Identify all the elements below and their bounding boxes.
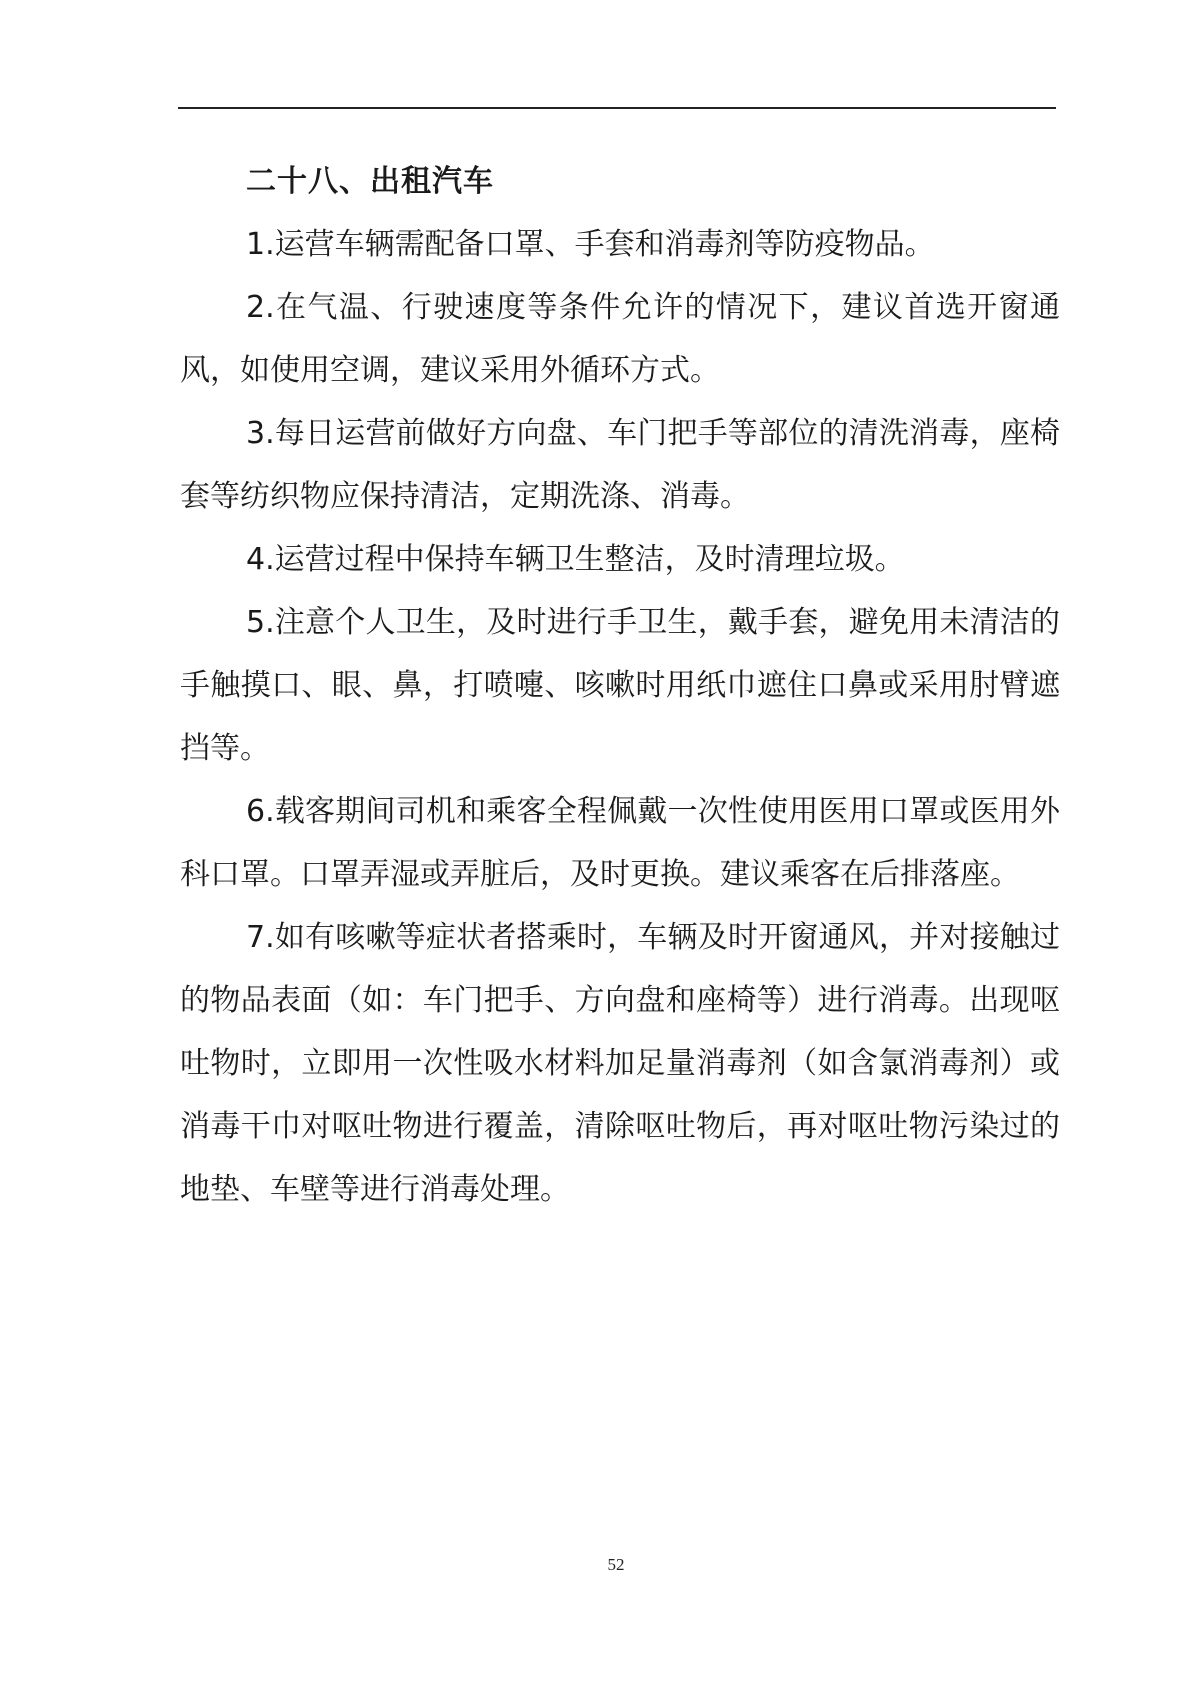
paragraph-3: 3.每日运营前做好方向盘、车门把手等部位的清洗消毒，座椅套等纺织物应保持清洁，定期洗涤、消毒。 xyxy=(180,416,1060,514)
paragraph-1: 1.运营车辆需配备口罩、手套和消毒剂等防疫物品。 xyxy=(246,227,935,262)
paragraph-2: 2.在气温、行驶速度等条件允许的情况下，建议首选开窗通风，如使用空调，建议采用外循环方式。 xyxy=(180,290,1060,388)
paragraph-5: 5.注意个人卫生，及时进行手卫生，戴手套，避免用未清洁的手触摸口、眼、鼻，打喷嚏、咳嗽时用纸巾遮住口鼻或采用肘臂遮挡等。 xyxy=(180,605,1060,766)
section-title: 二十八、出租汽车 xyxy=(246,164,494,199)
page-content xyxy=(180,150,1060,1221)
header-rule xyxy=(178,107,1056,109)
page-number: 52 xyxy=(607,1555,625,1574)
paragraph-4: 4.运营过程中保持车辆卫生整洁，及时清理垃圾。 xyxy=(246,542,905,577)
paragraph-6: 6.载客期间司机和乘客全程佩戴一次性使用医用口罩或医用外科口罩。口罩弄湿或弄脏后，及时更换。建议乘客在后排落座。 xyxy=(180,794,1060,892)
paragraph-7: 7.如有咳嗽等症状者搭乘时，车辆及时开窗通风，并对接触过的物品表面（如：车门把手、方向盘和座椅等）进行消毒。出现呕吐物时，立即用一次性吸水材料加足量消毒剂（如含氯消毒剂）或消毒干巾对呕吐物进行覆盖，清除呕吐物后，再对呕吐物污染过的地垫、车壁等进行消毒处理。 xyxy=(180,920,1060,1207)
